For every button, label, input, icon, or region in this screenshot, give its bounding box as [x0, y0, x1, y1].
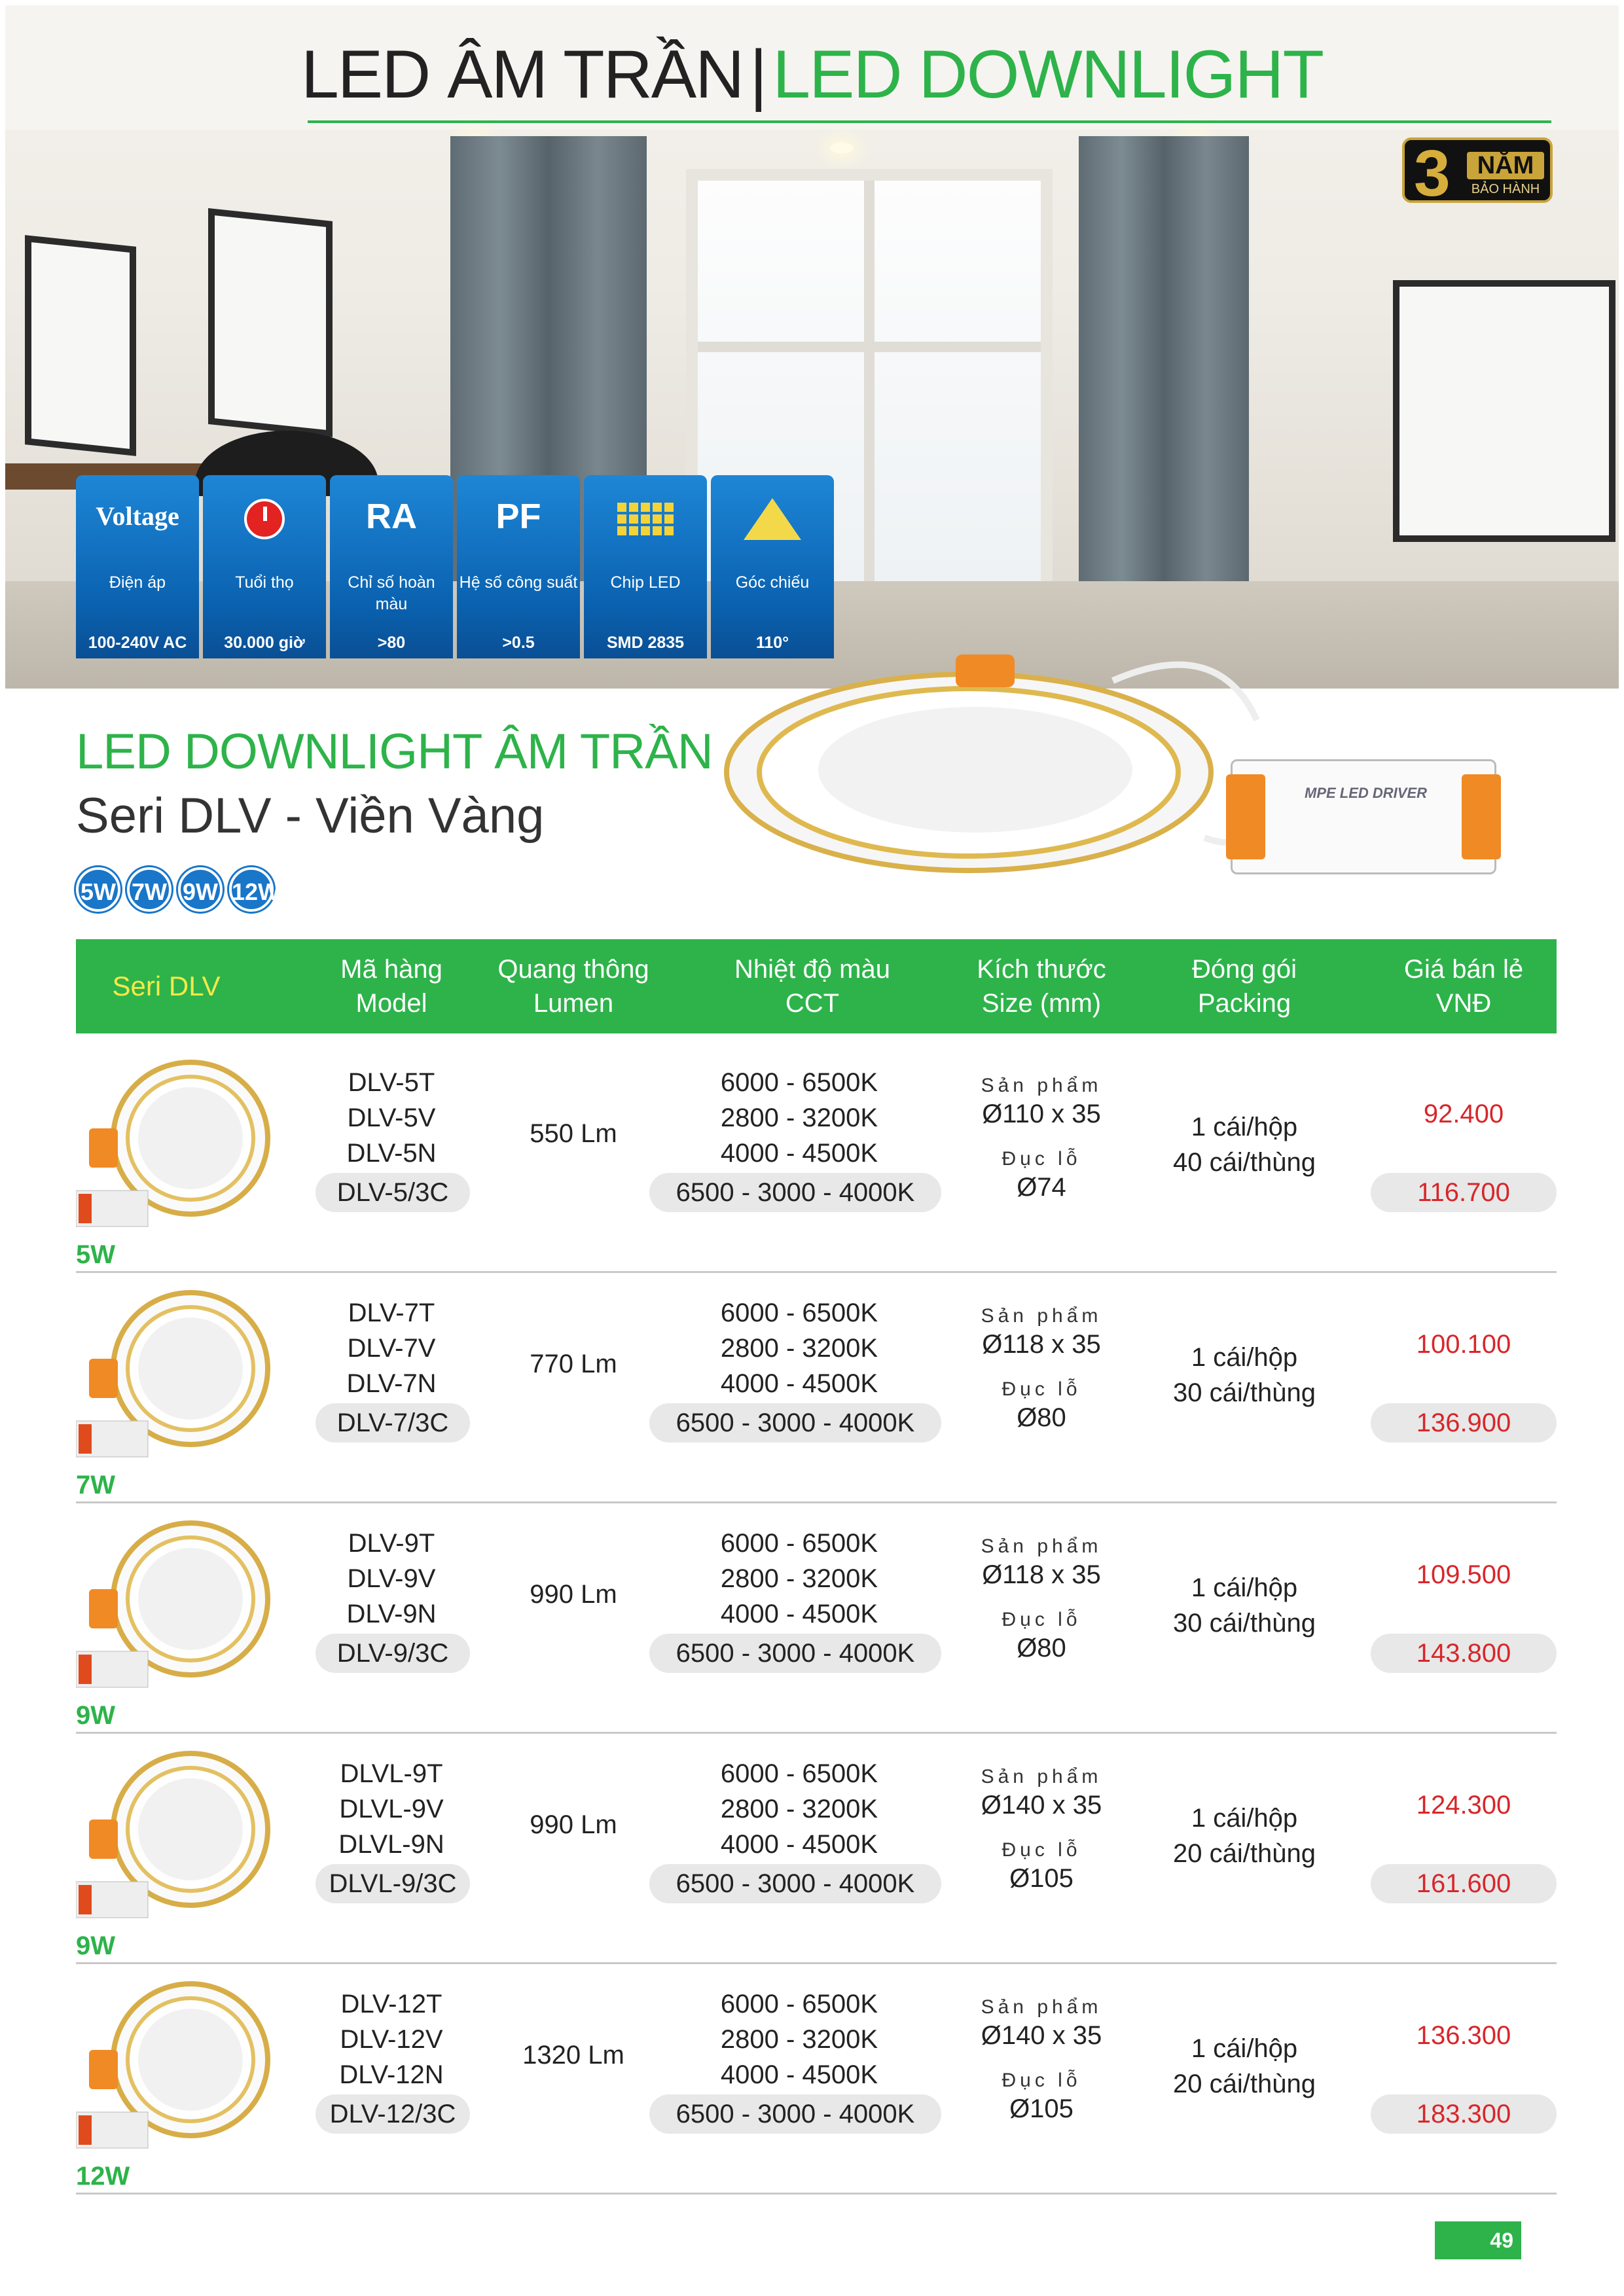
warranty-sublabel: BẢO HÀNH	[1471, 182, 1540, 196]
table-row	[76, 1271, 1557, 1503]
spec-value: >80	[377, 634, 406, 652]
row-wattage: 5W	[76, 1240, 115, 1269]
cutout-label: Đục lỗ	[1001, 1148, 1081, 1170]
model-code: DLV-7V	[347, 1334, 436, 1363]
model-3c: DLV-7/3C	[316, 1403, 470, 1443]
packing-box: 1 cái/hộp	[1191, 1113, 1298, 1141]
cct-3c: 6500 - 3000 - 4000K	[649, 1173, 941, 1212]
header-cct	[672, 939, 953, 1033]
spec-value: 30.000 giờ	[224, 634, 305, 652]
header-sublabel: Model	[355, 989, 427, 1018]
driver-cap	[1462, 774, 1501, 859]
model-code: DLV-5N	[346, 1139, 437, 1168]
cutout-value: Ø74	[1017, 1173, 1066, 1202]
table-row	[76, 1041, 1557, 1273]
size-label: Sản phẩm	[981, 1535, 1102, 1557]
header-sublabel: CCT	[785, 989, 840, 1018]
spec-label: Tuổi thọ	[235, 573, 294, 592]
cutout-label: Đục lỗ	[1001, 1839, 1081, 1861]
wall-frame	[208, 208, 333, 437]
table-row	[76, 1501, 1557, 1734]
row-wattage: 9W	[76, 1701, 115, 1730]
spec-title: Voltage	[96, 501, 179, 531]
cct-value: 2800 - 3200K	[720, 1103, 878, 1132]
packing-carton: 20 cái/thùng	[1173, 2070, 1316, 2098]
retail-price-3c: 143.800	[1371, 1634, 1557, 1673]
driver-cap	[1226, 774, 1265, 859]
spec-label: Chip LED	[610, 573, 681, 592]
retail-price-3c: 161.600	[1371, 1864, 1557, 1903]
product-thumbnail	[76, 1741, 292, 1944]
retail-price: 92.400	[1423, 1100, 1504, 1128]
size-value: Ø118 x 35	[982, 1330, 1101, 1359]
header-model	[313, 939, 470, 1033]
model-code: DLVL-9N	[338, 1830, 444, 1859]
header-sublabel: VNĐ	[1435, 989, 1492, 1018]
header-size	[953, 939, 1130, 1033]
spec-label: Hệ số công suất	[459, 573, 578, 592]
cct-3c: 6500 - 3000 - 4000K	[649, 1403, 941, 1443]
model-3c: DLV-12/3C	[316, 2094, 470, 2134]
retail-price-3c: 183.300	[1371, 2094, 1557, 2134]
packing-box: 1 cái/hộp	[1191, 1573, 1298, 1602]
packing-box: 1 cái/hộp	[1191, 1343, 1298, 1372]
spec-label: Điện áp	[109, 573, 166, 592]
header-sublabel: Lumen	[533, 989, 614, 1018]
title-separator: |	[749, 37, 767, 113]
packing-carton: 30 cái/thùng	[1173, 1378, 1316, 1407]
led-driver-image	[1231, 759, 1496, 874]
cct-value: 2800 - 3200K	[720, 1334, 878, 1363]
size-label: Sản phẩm	[981, 1305, 1102, 1327]
cutout-value: Ø80	[1017, 1634, 1066, 1662]
cct-value: 4000 - 4500K	[720, 1600, 878, 1628]
packing-carton: 40 cái/thùng	[1173, 1148, 1316, 1177]
spec-label: Chỉ số hoàn màu	[348, 573, 435, 613]
retail-price: 124.300	[1416, 1791, 1511, 1820]
cutout-value: Ø80	[1017, 1403, 1066, 1432]
table-row	[76, 1962, 1557, 2195]
row-wattage: 12W	[76, 2162, 130, 2191]
product-title: LED DOWNLIGHT ÂM TRẦN	[76, 724, 713, 780]
packing-box: 1 cái/hộp	[1191, 2034, 1298, 2063]
header-sublabel: Packing	[1197, 989, 1291, 1018]
spec-voltage	[76, 475, 199, 658]
model-code: DLV-7N	[346, 1369, 437, 1398]
cct-value: 6000 - 6500K	[720, 1068, 878, 1097]
cutout-label: Đục lỗ	[1001, 2070, 1081, 2091]
spec-lifetime	[203, 475, 326, 658]
table-header	[76, 939, 1557, 1033]
header-label: Quang thông	[497, 955, 649, 984]
model-code: DLV-12V	[340, 2025, 443, 2054]
size-value: Ø140 x 35	[981, 1791, 1102, 1820]
retail-price-3c: 116.700	[1371, 1173, 1557, 1212]
model-code: DLVL-9T	[340, 1759, 443, 1788]
spec-value: >0.5	[502, 634, 535, 652]
product-subtitle: Seri DLV - Viền Vàng	[76, 788, 545, 844]
retail-price: 109.500	[1416, 1560, 1511, 1589]
cct-value: 4000 - 4500K	[720, 1369, 878, 1398]
packing-carton: 30 cái/thùng	[1173, 1609, 1316, 1638]
cct-value: 4000 - 4500K	[720, 2060, 878, 2089]
wattage-badges	[76, 867, 281, 912]
cct-3c: 6500 - 3000 - 4000K	[649, 1864, 941, 1903]
wattage-badge: 5W	[76, 867, 120, 912]
size-label: Sản phẩm	[981, 1075, 1102, 1096]
retail-price: 136.300	[1416, 2021, 1511, 2050]
warranty-label: NĂM	[1467, 152, 1544, 179]
cct-value: 6000 - 6500K	[720, 1299, 878, 1327]
model-code: DLV-9V	[347, 1564, 436, 1593]
header-label: Kích thước	[977, 955, 1106, 984]
spec-title: RA	[366, 497, 417, 536]
size-label: Sản phẩm	[981, 1766, 1102, 1787]
lumen-value: 990 Lm	[530, 1810, 617, 1839]
size-value: Ø110 x 35	[982, 1100, 1101, 1128]
title-divider	[308, 120, 1551, 123]
chip-led-icon	[584, 493, 707, 539]
lumen-value: 770 Lm	[530, 1350, 617, 1378]
model-code: DLV-5V	[347, 1103, 436, 1132]
cct-value: 2800 - 3200K	[720, 1564, 878, 1593]
cct-value: 4000 - 4500K	[720, 1139, 878, 1168]
cct-3c: 6500 - 3000 - 4000K	[649, 1634, 941, 1673]
cct-value: 6000 - 6500K	[720, 1990, 878, 2018]
lumen-value: 990 Lm	[530, 1580, 617, 1609]
spec-value: SMD 2835	[606, 634, 685, 652]
cct-value: 6000 - 6500K	[720, 1759, 878, 1788]
wall-mirror	[1393, 280, 1615, 542]
packing-box: 1 cái/hộp	[1191, 1804, 1298, 1833]
size-value: Ø118 x 35	[982, 1560, 1101, 1589]
header-series	[76, 939, 257, 1033]
wattage-badge: 7W	[127, 867, 171, 912]
table-row	[76, 1732, 1557, 1964]
model-code: DLV-12N	[339, 2060, 444, 2089]
spec-chip	[584, 475, 707, 658]
model-3c: DLV-5/3C	[316, 1173, 470, 1212]
cutout-value: Ø105	[1009, 2094, 1074, 2123]
model-3c: DLV-9/3C	[316, 1634, 470, 1673]
ceiling-spotlight	[830, 143, 854, 153]
header-sublabel: Size (mm)	[981, 989, 1102, 1018]
wattage-badge: 12W	[229, 867, 274, 912]
model-code: DLV-9T	[348, 1529, 435, 1558]
header-lumen	[482, 939, 665, 1033]
model-code: DLV-9N	[346, 1600, 437, 1628]
header-price	[1372, 939, 1555, 1033]
clock-icon	[203, 493, 326, 539]
title-en: LED DOWNLIGHT	[772, 37, 1324, 113]
cutout-label: Đục lỗ	[1001, 1609, 1081, 1630]
model-3c: DLVL-9/3C	[316, 1864, 470, 1903]
size-label: Sản phẩm	[981, 1996, 1102, 2018]
wattage-badge: 9W	[178, 867, 223, 912]
header-label: Seri DLV	[112, 971, 221, 1001]
product-thumbnail	[76, 1050, 292, 1253]
spec-cards	[76, 475, 834, 658]
header-packing	[1136, 939, 1352, 1033]
pf-icon	[457, 493, 580, 539]
beam-angle-icon	[711, 493, 834, 539]
spec-value: 100-240V AC	[88, 634, 187, 652]
cutout-value: Ø105	[1009, 1864, 1074, 1893]
retail-price-3c: 136.900	[1371, 1403, 1557, 1443]
lumen-value: 1320 Lm	[522, 2041, 624, 2070]
spec-pf	[457, 475, 580, 658]
cct-value: 2800 - 3200K	[720, 1795, 878, 1823]
cct-value: 4000 - 4500K	[720, 1830, 878, 1859]
model-code: DLV-12T	[340, 1990, 442, 2018]
page-number: 49	[1435, 2221, 1521, 2259]
header-label: Nhiệt độ màu	[734, 955, 890, 984]
header-label: Giá bán lẻ	[1403, 955, 1524, 984]
spec-ra	[330, 475, 453, 658]
title-vi: LED ÂM TRẦN	[300, 37, 744, 113]
row-wattage: 9W	[76, 1931, 115, 1960]
warranty-years: 3	[1414, 137, 1451, 210]
warranty-badge	[1402, 137, 1553, 210]
cct-3c: 6500 - 3000 - 4000K	[649, 2094, 941, 2134]
wall-frame	[25, 235, 136, 456]
product-thumbnail	[76, 1971, 292, 2174]
cutout-label: Đục lỗ	[1001, 1378, 1081, 1400]
product-thumbnail	[76, 1511, 292, 1713]
spec-label: Góc chiếu	[735, 573, 810, 592]
header-label: Đóng gói	[1191, 955, 1297, 984]
cct-value: 2800 - 3200K	[720, 2025, 878, 2054]
voltage-icon	[76, 493, 199, 539]
model-code: DLV-7T	[348, 1299, 435, 1327]
spec-title: PF	[496, 497, 541, 536]
page-title	[0, 36, 1624, 114]
driver-label: MPE LED DRIVER	[1305, 785, 1428, 801]
row-wattage: 7W	[76, 1471, 115, 1499]
model-code: DLVL-9V	[339, 1795, 444, 1823]
packing-carton: 20 cái/thùng	[1173, 1839, 1316, 1868]
size-value: Ø140 x 35	[981, 2021, 1102, 2050]
retail-price: 100.100	[1416, 1330, 1511, 1359]
model-code: DLV-5T	[348, 1068, 435, 1097]
ra-icon	[330, 493, 453, 539]
cct-value: 6000 - 6500K	[720, 1529, 878, 1558]
header-label: Mã hàng	[340, 955, 442, 984]
lumen-value: 550 Lm	[530, 1119, 617, 1148]
spec-beam	[711, 475, 834, 658]
product-thumbnail	[76, 1280, 292, 1483]
spec-value: 110°	[755, 634, 789, 652]
